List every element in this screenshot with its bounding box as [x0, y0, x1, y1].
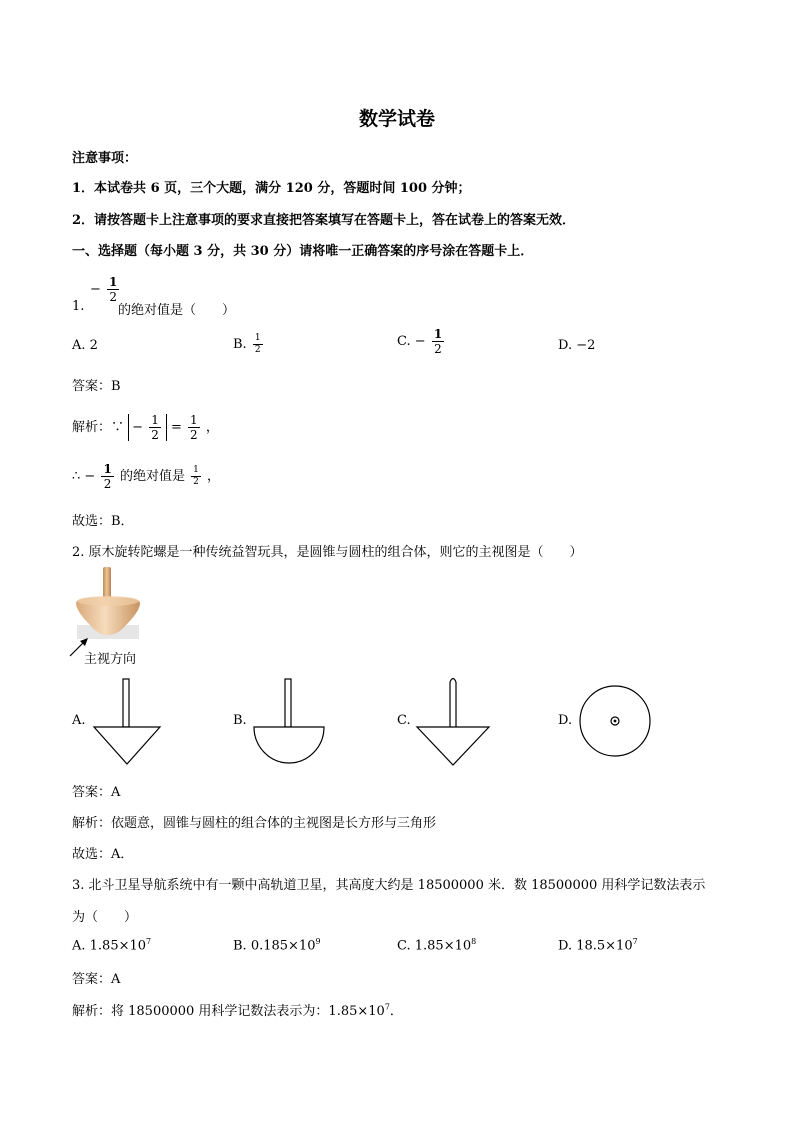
q1-line2-result-num: 1	[193, 465, 199, 475]
q3-option-a-exponent: 7	[146, 937, 152, 946]
q3-option-b-base: B. 0.185×10	[233, 938, 316, 954]
q1-choice: 故选：B．	[72, 514, 134, 529]
q3-stem-line-1: 3. 北斗卫星导航系统中有一颗中高轨道卫星，其高度大约是 18500000 米．数 18500000 用科学记数法表示	[72, 878, 706, 893]
q2-stem: 2. 原木旋转陀螺是一种传统益智玩具，是圆锥与圆柱的组合体，则它的主视图是（ ）	[72, 545, 583, 560]
page-title: 数学试卷	[358, 108, 435, 130]
q1-line2-num: 1	[103, 462, 112, 476]
q1-stem-fraction	[90, 276, 121, 303]
q2-option-d-label: D.	[558, 713, 573, 728]
q1-option-c-den: 2	[434, 342, 442, 356]
q3-option-a	[72, 937, 151, 953]
q2-option-a-label: A.	[72, 713, 86, 728]
q1-option-c-fraction	[432, 328, 444, 355]
q3-analysis	[72, 1000, 403, 1019]
q3-analysis-exponent: 7	[384, 1002, 390, 1012]
q1-option-b-fraction	[253, 334, 263, 355]
q1-option-d: D. −2	[558, 338, 596, 353]
q1-option-c-num: 1	[433, 327, 443, 341]
q1-option-b	[233, 334, 265, 355]
q1-option-b-den: 2	[254, 345, 261, 355]
q1-line2-den: 2	[103, 477, 112, 491]
q1-line2-text: 的绝对值是	[119, 469, 185, 484]
q1-stem-text: 的绝对值是（ ）	[118, 303, 236, 318]
q1-therefore: ∴ −	[72, 469, 96, 484]
q1-result-num: 1	[190, 413, 198, 427]
q1-line2-result-den: 2	[193, 477, 199, 487]
q2-choice: 故选：A．	[72, 847, 134, 862]
q3-option-d-exponent: 7	[632, 937, 638, 946]
q1-comma: ，	[205, 420, 219, 435]
q3-option-c-base: C. 1.85×10	[397, 938, 472, 954]
q2-option-b-label: B.	[233, 713, 247, 728]
notes-item-1: 1．本试卷共 6 页，三个大题，满分 120 分，答题时间 100 分钟；	[72, 181, 471, 196]
q1-analysis-prefix: 解析：∵	[72, 420, 125, 435]
q2-option-b-figure	[253, 678, 325, 766]
q1-option-c-minus: −	[414, 334, 426, 349]
q1-result-fraction	[188, 414, 200, 441]
notes-item-2: 2．请按答题卡上注意事项的要求直接把答案填写在答题卡上，答在试卷上的答案无效．	[72, 213, 576, 228]
q3-analysis-end: ．	[389, 1004, 403, 1019]
q1-option-a: A. 2	[72, 338, 98, 353]
q1-abs-num: 1	[151, 413, 159, 427]
q1-abs-minus: −	[132, 420, 144, 435]
q1-option-c-label: C.	[397, 334, 411, 349]
q3-option-d-base: D. 18.5×10	[558, 938, 633, 954]
section-1-heading: 一、选择题（每小题 3 分，共 30 分）请将唯一正确答案的序号涂在答题卡上．	[72, 244, 534, 259]
q1-number: 1.	[72, 299, 85, 314]
q2-option-d-figure	[578, 684, 652, 758]
q1-equals: =	[170, 420, 182, 435]
q1-line2-fraction	[101, 463, 113, 490]
notes-heading: 注意事项：	[72, 151, 138, 166]
q1-option-c	[397, 328, 446, 355]
q1-fraction-denominator: 2	[109, 290, 118, 304]
q2-analysis: 解析：依题意，圆锥与圆柱的组合体的主视图是长方形与三角形	[72, 816, 437, 831]
q1-minus: −	[90, 282, 101, 297]
q1-option-b-label: B.	[233, 337, 247, 352]
q3-answer: 答案：A	[72, 972, 121, 987]
q1-analysis-line-2	[72, 463, 220, 490]
q1-result-den: 2	[190, 428, 198, 442]
q3-option-a-base: A. 1.85×10	[72, 938, 147, 954]
q1-abs-den: 2	[151, 428, 159, 442]
q1-line2-end: ，	[206, 469, 220, 484]
q1-abs-fraction	[149, 414, 161, 441]
q3-stem-line-2: 为（ ）	[72, 910, 138, 925]
q3-option-d	[558, 937, 638, 953]
q1-answer: 答案：B	[72, 379, 121, 394]
q3-option-c-exponent: 8	[471, 937, 477, 946]
q2-option-a-figure	[93, 678, 161, 766]
q1-fraction-numerator: 1	[109, 275, 118, 289]
q1-option-b-num: 1	[254, 333, 261, 343]
q3-option-b	[233, 937, 321, 953]
q2-direction-label: 主视方向	[84, 652, 137, 667]
q1-absolute-value	[128, 414, 167, 441]
q1-line2-result	[191, 466, 201, 487]
q3-option-c	[397, 937, 476, 953]
q2-answer: 答案：A	[72, 785, 121, 800]
q2-option-c-figure	[416, 674, 490, 766]
q3-analysis-base: 解析：将 18500000 用科学记数法表示为：1.85×10	[72, 1004, 385, 1019]
q2-option-c-label: C.	[397, 713, 411, 728]
q1-analysis-line-1	[72, 414, 219, 441]
spinning-top-image	[74, 567, 142, 643]
q3-option-b-exponent: 9	[315, 937, 321, 946]
